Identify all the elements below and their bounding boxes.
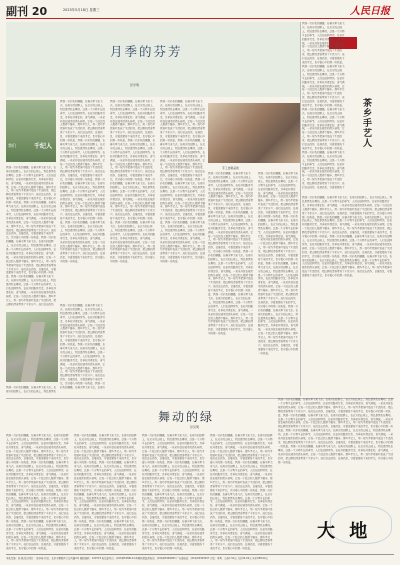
body-text-column: 我像一只彩色的蝴蝶，在春天里飞来飞去。在南方的田野上，在北方的山坡上，到处是绿色在舞动。这是一个万物生长的季节，人们在田间劳作，在花开的路旁行走。月季花开得正好，香气满城，一朵朵开放在城市的街头巷尾，让每一个经过的人都停下脚步。那些手艺人，用一双巧手把茶叶变成了生活的诗，把山野的清香带进了千家万户。他们日出而作，日落而息，守着祖辈传下来的手艺，也守着心中的那一份热爱。我像一只彩色的蝴蝶，在春天里飞来飞去。在南方的田野上，在北方的山坡上，到处是绿色在舞动。这是一个万物生长的季节，人们在田间劳作，在花开的路旁行走。月季花开得正好，香气满城，一朵朵开放在城市的街头巷尾，让每一个经过的人都停下脚步。那些手艺人，用一双巧手把茶叶变成了生活的诗，把山野的清香带进了千家万户。他们日出而作，日落而息，守着祖辈传下来的手艺，也守着心中的那一份热爱。我像一只彩色的蝴蝶，在春天里飞来飞去。在南方的田野上，在北方的山坡上，到处是绿色在舞动。这是一个万物生长的季节，人们在田间劳作，在花开的路旁行走。月季花开得正好，香气满城，一朵朵开放在城市的街头巷尾，让每一个经过的人都停下脚步。那些手艺人，用一双巧手把茶叶变成了生活的诗，把山野的清香带进了千家万户。他们日出而作，日落而息，守着祖辈传下来的手艺，也守着心中的那一份热爱。我像一只彩色的蝴蝶，在春天里飞来飞去。在南方的田野上，在北方的山坡上，到处是绿色在舞动。这是一个万物生长的季节，人们在田间劳作，在花开的路旁行走。月季花开得正好，香气满城，一朵朵开放在城市的街头巷尾，让每一个经过的人都停下脚步。那些手艺人，用一双巧手把茶叶变成了生活的诗，把山野的清香带进了千家万户。他们日出而作，日落而息，守着祖辈传下来的手艺，也守着心中的那一份热爱。 <box>6 434 69 550</box>
body-text-column: 我像一只彩色的蝴蝶，在春天里飞来飞去。在南方的田野上，在北方的山坡上，到处是绿色在舞动。这是一个万物生长的季节，人们在田间劳作，在花开的路旁行走。月季花开得正好，香气满城，一朵朵开放在城市的街头巷尾，让每一个经过的人都停下脚步。那些手艺人，用一双巧手把茶叶变成了生活的诗，把山野的清香带进了千家万户。他们日出而作，日落而息，守着祖辈传下来的手艺，也守着心中的那一份热爱。我像一只彩色的蝴蝶，在春天里飞来飞去。在南方的田野上，在北方的山坡上，到处是绿色在舞动。这是一个万物生长的季节，人们在田间劳作，在花开的路旁行走。月季花开得正好，香气满城，一朵朵开放在城市的街头巷尾，让每一个经过的人都停下脚步。那些手艺人，用一双巧手把茶叶变成了生活的诗，把山野的清香带进了千家万户。他们日出而作，日落而息，守着祖辈传下来的手艺，也守着心中的那一份热爱。我像一只彩色的蝴蝶，在春天里飞来飞去。在南方的田野上，在北方的山坡上，到处是绿色在舞动。这是一个万物生长的季节，人们在田间劳作，在花开的路旁行走。月季花开得正好，香气满城，一朵朵开放在城市的街头巷尾，让每一个经过的人都停下脚步。那些手艺人，用一双巧手把茶叶变成了生活的诗，把山野的清香带进了千家万户。他们日出而作，日落而息，守着祖辈传下来的手艺，也守着心中的那一份热爱。我像一只彩色的蝴蝶，在春天里飞来飞去。在南方的田野上，在北方的山坡上，到处是绿色在舞动。这是一个万物生长的季节，人们在田间劳作，在花开的路旁行走。月季花开得正好，香气满城，一朵朵开放在城市的街头巷尾，让每一个经过的人都停下脚步。那些手艺人，用一双巧手把茶叶变成了生活的诗，把山野的清香带进了千家万户。他们日出而作，日落而息，守着祖辈传下来的手艺，也守着心中的那一份热爱。 <box>210 434 273 550</box>
photo-tag-small: 我们 <box>8 143 16 148</box>
body-text-column: 我像一只彩色的蝴蝶，在春天里飞来飞去。在南方的田野上，在北方的山坡上，到处是绿色 <box>6 386 57 393</box>
article-title: 月季的芬芳 <box>110 44 183 59</box>
masthead-logo: 人民日报 <box>350 6 390 17</box>
column-label: 遇见 <box>337 40 357 51</box>
body-text-column: 我像一只彩色的蝴蝶，在春天里飞来飞去。在南方的田野上，在北方的山坡上，到处是绿色在舞动。这是一个万物生长的季节，人们在田间劳作，在花开的路旁行走。月季花开得正好，香气满城，一朵朵开放在城市的街头巷尾，让每一个经过的人都停下脚步。那些手艺人，用一双巧手把茶叶变成了生活的诗，把山野的清香带进了千家万户。他们日出而作，日落而息，守着祖辈传下来的手艺，也守着心中的那一份热爱。我像一只彩色的蝴蝶，在春天里飞来飞去。在南方的田野上，在北方的山坡上，到处是绿色在舞动。这是一个万物生长的季节，人们在田间劳作，在花开的路旁行走。月季花开得正好，香气满城，一朵朵开放在城市的街头巷尾，让每一个经过的人都停下脚步。那些手艺人，用一双巧手把茶叶变成了生活的诗，把山野的清香带进了千家万户。他们日出而作，日落而息，守着祖辈传下来的手艺，也守着心中的那一份热爱。我像一只彩色的蝴蝶，在春天里飞来飞去。在南方的田野上，在北方的山坡上，到处是绿色在舞动。这是一个万物生长的季节，人们在田间劳作，在花开的路旁行走。月季花开得正好，香气满城，一朵朵开放在城市的街头巷尾，让每一个经过的人都停下脚步。那些手艺人，用一双巧手把茶叶变成了生活的诗，把山野的清香带进了千家万户。他们日出而作，日落而息，守着祖辈传下来的手艺，也守着心中的那一份热爱。我像一只彩色的蝴蝶，在春天里飞来飞去。在南方的田野上，在北方的山坡上，到处是绿色在舞动。这是一个万物生长的季节，人们在田间劳作，在花开的路旁行走。月季花开得正好，香气满城，一朵朵开放在城市的街头巷尾，让每一个经过的人都停下脚步。那些手艺人，用一双巧手把茶叶变成了生活的诗，把山野的清香带进了千家万户。他们日出而作， <box>6 166 56 306</box>
body-text-column: 我像一只彩色的蝴蝶，在春天里飞来飞去。在南方的田野上，在北方的山坡上，到处是绿色在舞动。这是一个万物生长的季节，人们在田间劳作，在花开的路旁行走。月季花开得正好，香气满城，一朵朵开放在城市的街头巷尾，让每一个经过的人都停下脚步。那些手艺人，用一双巧手把茶叶变成了生活的诗，把山野的清香带进了千家万户。他们日出而作，日落而息，守着祖辈传下来的手艺，也守着心中的那一份热爱。我像一只彩色的蝴蝶，在春天里飞来飞去。在南方的田野上，在北方的山坡上，到处是绿色在舞动。这是一个万物生长的季节，人们在田间劳作，在花开的路旁行走。月季花开得正好，香气满城，一朵朵开放在城市的街头巷尾，让每一个经过的人都停下脚步。那些手艺人，用一双巧手把茶叶变成了生活的诗，把山野的清香带进了千家万户。他们日出而作，日落而息，守着祖辈传下来的手艺，也守着心中的那一份热爱。我像一只彩色的蝴蝶，在春天里飞来飞去。在南方的田野上，在北方的山坡上，到处是绿色在舞动。这是一个万物生长的季节，人们在田间劳作，在花开的路旁行走。月季花开得正好，香气满城，一朵朵开放在城市的街头巷尾，让每一个经过的人都停下脚步。那些手艺人，用一双巧手把茶叶变成了生活的诗，把山野的清香带进了千家万户。他们日出而作，日落而息，守着祖辈传下来的手艺，也守着心中的那一份热爱。我像一只彩色的蝴蝶，在春天里飞来飞去。在南方的田野上，在北方的山坡上，到处是绿色在舞动。这是一个万物生长的季节，人们在田间劳作，在花开的路旁行走。月季花开得正好，香气满城，一朵朵开放在城市的街头巷尾，让每一个经过的人都停下脚步。那些手艺人，用一双巧手把茶叶变成了生活的诗，把山野的清香带进了千家万户。他们日出而作，日落而息，守着祖辈传下来的手艺，也守着心中的那一份热爱。 <box>278 398 394 464</box>
body-text-column: 我像一只彩色的蝴蝶，在春天里飞来飞去。在南方的田野上，在北方的山坡上，到处是绿色在舞动。这是一个万物生长的季节，人们在田间劳作，在花开的路旁行走。月季花开得正好，香气满城，一朵朵开放在城市的街头巷尾，让每一个经过的人都停下脚步。那些手艺人，用一双巧手把茶叶变成了生活的诗，把山野的清香带进了千家万户。他们日出而作，日落而息，守着祖辈传下来的手艺，也守着心中的那一份热爱。我像一只彩色的蝴蝶，在春天里飞来飞去。在南方的田野上，在北方的山坡上，到处是绿色在舞动。这是一个万物生长的季节，人们在田间劳作，在花开的路旁行走。月季花开得正好，香气满城，一朵朵开放在城市的街头巷尾，让每一个经过的人都停下脚步。那些手艺人，用一双巧手把茶叶变成了生活的诗，把山野的清香带进了千家万户。他们日出而作，日落而息，守着祖辈传下来的手艺，也守着心中的那一份热爱。我像一只彩色的蝴蝶，在春天里飞来飞去。在南方的田野上，在北方的山坡上，到处是绿色在舞动。这是一个万物生长的季节，人们在田间劳作，在花开的路旁行走。月季花开得正好，香气满城，一朵朵开放在城市的街头巷尾，让每一个经过的人都停下脚步。那些手艺人，用一双巧手把茶叶变成了生活的诗，把山野的清香带进了千家万户。他们日出而作，日落而息，守着祖辈传下来的手艺，也守着心中的那一份热爱。我像一只彩色的蝴蝶，在春天里飞来飞去。在南方的田野上，在北方的山坡上，到处是绿色在舞动。这是一个万物生长的季节，人们在田间劳作，在花开的路旁行走。月季花开得正好，香气满城，一朵朵开放在城市的街头巷尾，让每一个经过的人都停下脚步。那些手艺人，用一双巧手把茶叶变成了生活的诗，把山野的清香带进了千家万户。他们日出而作，日落而息，守着祖辈传下来的手艺，也守着心中的那一份热爱。 <box>60 100 106 264</box>
article-byline: 彭见明 <box>190 425 200 429</box>
road-photo <box>6 312 58 382</box>
page-header <box>0 0 400 20</box>
page-footer: 本版责编：彭 薇 版式设计：张芳曼 社址：北京市朝阳区金台西路2号 邮政编码：100733 电话查号台：(010)65368114 印刷质量监督电话：(010)65369093 广告部电话：(010)65363507 订报：零售：每份1.50元 月价24.00元 年价288.00元 <box>6 554 394 560</box>
header-rule <box>6 18 394 19</box>
body-text-column: 我像一只彩色的蝴蝶，在春天里飞来飞去。在南方的田野上，在北方的山坡上，到处是绿色在舞动。这是一个万物生长的季节，人们在田间劳作，在花开的路旁行走。月季花开得正好，香气满城，一朵朵开放在城市的街头巷尾，让每一个经过的人都停下脚步。那些手艺人，用一双巧手把茶叶变成了生活的诗，把山野的清香带进了千家万户。他们日出而作，日落而息，守着祖辈传下来的手艺，也守着心中的那一份热爱。我像一只彩色的蝴蝶，在春天里飞来飞去。在南方的田野上，在北方的山坡上，到处是绿色在舞动。这是一个万物生长的季节，人们在田间劳作，在花开的路旁行走。月季花开得正好，香气满城，一朵朵开放在城市的街头巷尾，让每一个经过的人都停下脚步。那些手艺人，用一双巧手把茶叶变成了生活的诗，把山野的清香带进了千家万户。他们日出而作，日落而息，守着祖辈传下来的手艺，也守着心中的那一份热爱。我像一只彩色的蝴蝶，在春天里飞来飞去。在南方的田野上，在北方的山坡上，到处是绿色在舞动。这是一个万物生长的季节，人们在田间劳作，在花开的路旁行走。月季花开得正好，香气满城，一朵朵开放在城市的街头巷尾，让每一个经过的人都停下脚步。那些手艺人，用一双巧手把茶叶变成了生活的诗，把山野的清香带进了千家万户。他们日出而作，日落而息，守着祖辈传下来的手艺，也守着心中的那一份热爱。我像一只彩色的蝴蝶，在春天里飞来飞去。在南方的田野上，在北方的山坡上，到处是绿色在舞动。这是一个万物生长的季节，人们在田间劳作，在花开的路旁行走。月季花开得正好，香气满城，一朵朵开放在城市的街头巷尾，让每一个经过的人都停下脚步。那些手艺人，用一双巧手把茶叶变成了生活的诗，把山野的清香带进了千家万户。他们日出而作，日落而息，守着祖辈传下 <box>302 22 345 190</box>
right-article-title: 茶乡手艺人 <box>361 98 371 148</box>
article-byline: 彭学明 <box>130 83 140 87</box>
body-text-column: 我像一只彩色的蝴蝶，在春天里飞来飞去。在南方的田野上，在北方的山坡上，到处是绿色在舞动。这是一个万物生长的季节，人们在田间劳作，在花开的路旁行走。月季花开得正好，香气满城，一朵朵开放在城市的街头巷尾，让每一个经过的人都停下脚步。那些手艺人，用一双巧手把茶叶变成了生活的诗，把山野的清香带进了千家万户。他们日出而作，日落而息，守着祖辈传下来的手艺，也守着心中的那一份热爱。我像一只彩色的蝴蝶，在春天里飞来飞去。在南方的田野上，在北方的山坡上，到处是绿色在舞动。这是一个万物生长的季节，人们在田间劳作，在花开的路旁行走。月季花开得正好，香气满城，一朵朵开放在城市的街头巷尾，让每一个经过的人都停下脚步。那些手艺人，用一双巧手把茶叶变成了生活的诗，把山野的清香带进了千家万户。他们日出而作，日落而息，守着祖辈传下来的手艺，也守着心中的那一份热爱。我像一只彩色的蝴蝶，在春天里飞来飞去。在南方的田野上，在北方的山坡上，到处是绿色在舞动。这是一个万物生长的季节，人们在田间劳作，在花开的路旁行走。月季花开得正好，香气满城，一朵朵开放在城市的街头巷尾，让每一个经过的人都停下脚步。那些手艺人，用一双巧手把茶叶变成了生活的诗，把山野的清香带进了千家万户。他们日出而作，日落而息，守着祖辈传下来的手艺，也守着心中的那一份热爱。我像一只彩色的蝴蝶，在春天里飞来飞去。在南方的田野上，在北方的山坡上，到处是绿色在舞动。这是一个万物生长的季节，人们在田间劳作，在花开的路旁行走。月季花开得正好，香气满城，一朵朵开放在城市的街头巷尾，让每一个经过的人都停下脚步。那些手艺人，用一双巧手把茶叶变成了生活的诗，把山野的清香带进了千家万户。他们日出而作，日落而息，守着祖辈传下来的手艺，也守着心中的那一份热爱。 <box>208 172 254 336</box>
photo-caption: 手工皮制品的 <box>222 166 239 170</box>
body-text-column: 我像一只彩色的蝴蝶，在春天里飞来飞去。在南方的田野上，在北方的山坡上，到处是绿色在舞动。这是一个万物生长的季节，人们在田间劳作，在花开的路旁行走。月季花开得正好，香气满城，一朵朵开放在城市的街头巷尾，让每一个经过的人都停下脚步。那些手艺人，用一双巧手把茶叶变成了生活的诗，把山野的清香带进了千家万户。他们日出而作，日落而息，守着祖辈传下来的手艺，也守着心中的那一份热爱。我像一只彩色的蝴蝶，在春天里飞来飞去。在南方的田野上，在北方的山坡上，到处是绿色在舞动。这是一个万物生长的季节，人们在田间劳作，在花开的路旁行走。月季花开得正好，香气满城，一朵朵开放在城市的街头巷尾，让每一个经过的人都停下脚步。那些手艺人，用一双巧手把茶叶变成了生活的诗，把山野的清香带进了千家万户。他们日出而作，日落而息，守着祖辈传下来的手艺，也守着心中的那一份热爱。我像一只彩色的蝴蝶，在春天里飞来飞去。在南方的田野上，在北方的山坡上，到处是绿色在舞动。这是一个万物生长的季节，人们在田间劳作，在花开的路旁行走。月季花开得正好，香气满城，一朵朵开放在城市的街头巷尾，让每一个经过的人都停下脚步。那些手艺人，用一双巧手把茶叶变成了生活的诗，把山野的清香带进了千家万户。他们日出而作，日落而息，守着祖辈传下来的手艺，也守着心中的那一份热爱。我像一只彩色的蝴蝶，在春天里飞来飞去。在南方的田野上，在北方的山坡上，到处是绿色在舞动。这是一个万物生长的季节，人们在田间劳作，在花开的路旁行走。月季花开得正好，香气满城，一朵朵开放在城市的街头巷尾，让每一个经过的人都停下脚步。那些手艺人，用一双巧手把茶叶变成了生活的诗，把山野的清香带进了千家万户。他们日出而作，日落而息，守着祖辈传下来的手艺，也守着心中的那一份热爱。 <box>74 434 137 550</box>
body-text-column: 我像一只彩色的蝴蝶，在春天里飞来飞去。在南方的田野上，在北方的山坡上，到处是绿色在舞动。这是一个万物生长的季节，人们在田间劳作，在花开的路旁行走。月季花开得正好，香气满城，一朵朵开放在城市的街头巷尾，让每一个经过的人都停下脚步。那些手艺人，用一双巧手把茶叶变成了生活的诗，把山野的清香带进了千家万户。他们日出而作，日落而息，守着祖辈传下来的手艺，也守着心中的那一份热爱。我像一只彩色的蝴蝶，在春天里飞来飞去。在南方的田野上，在北方的山坡上，到处是绿色在舞动。这是一个万物生长的季节，人们在田间劳作，在花开的路旁行走。月季花开得正好，香气满城，一朵朵开放在城市的街头巷尾，让每一个经过的人都停下脚步。那些手艺人，用一双巧手把茶叶变成了生活的诗，把山野的清香带进了千家万户。他们日出而作，日落而息，守着祖辈传下来的手艺，也守着心中的那一份热爱。我像一只彩色的蝴蝶，在春天里飞来飞去。在南方的田野上，在北方的山坡上，到处是绿色在舞动。这是一个万物生长的季节，人们在田间劳作，在花开的路旁行走。月季花开得正好，香气满城，一朵朵开放在城市的街头巷尾，让每一个经过的人都停下脚步。那些手艺人，用一双巧手把茶叶变成了生活的诗，把山野的清香带进了千家万户。他们日出而作，日落而息，守着祖辈传下来的手艺，也守着心中的那一份热爱。我像一只彩色的蝴蝶，在春天里飞来飞去。在南方的田野上，在北方的山坡上，到处是绿色在舞动。这是一个万物生长的季节，人们在田间劳作，在花开的路旁行走。月季花开得正好，香气满城，一朵朵开放在城市的街头巷尾，让每一个经过的人都停下脚步。那些手艺人，用一双巧手把茶叶变成了生活的诗，把山野的清香带进了千家万户。他们日出而作，日落而息，守着祖辈传下来的手艺，也守着心中的那一份热爱。 <box>110 100 156 264</box>
column-rule <box>300 22 301 396</box>
body-text-column: 我像一只彩色的蝴蝶，在春天里飞来飞去。在南方的田野上，在北方的山坡上，到处是绿色在舞动。这是一个万物生长的季节，人们在田间劳作，在花开的路旁行走。月季花开得正好，香气满城，一朵朵开放在城市的街头巷尾，让每一个经过的人都停下脚步。那些手艺人，用一双巧手把茶叶变成了生活的诗，把山野的清香带进了千家万户。他们日出而作，日落而息，守着祖辈传下来的手艺，也守着心中的那一份热爱。我像一只彩色的蝴蝶，在春天里飞来飞去。在南方的田野上，在北方的山坡上，到处是绿色在舞动。这是一个万物生长的季节，人们在田间劳作，在花开的路旁行走。月季花开得正好，香气满城，一朵朵开放在城市的街头巷尾，让每一个经过的人都停下脚步。那些手艺人，用一双巧手把茶叶变成了生活的诗，把山野的清香带进了千家万户。他们日出而作，日落而息，守着祖辈传下来的手艺，也守着心中的那一份热爱。我像一只彩色的蝴蝶，在春天里飞来飞去。在南方的田野上，在北方的山坡上，到处是绿色在舞动。这是一个万物生长的季节，人们在田间劳作，在花开的路旁行走。月季花开得正好，香气满城，一朵朵开放在城市的街头巷尾，让每一个经过的人都停下脚步。那些手艺人，用一双巧手把茶叶变成了生活的诗，把山野的清香带进了千家万户。他们日出而作，日落而息，守着祖辈传下来的手艺，也守着心中的那一份热爱。我像一只彩色的蝴蝶，在春天里飞来飞去。在南方的田野上，在北方的山坡上，到处是绿色在舞动。这是一个万物生长的季节，人们在田间劳作，在花开的路旁行走。月季花开得正好，香气满城，一朵朵开放在城市的街头巷尾，让每一个经过的人都停下脚步。那些手艺人，用一双巧手把茶叶变成了生活的诗，把山野的清香带进了千家万户。他们日出而作，日落而息，守着祖辈传下来的手艺，也守着心中的那一份热爱。 <box>160 100 206 264</box>
page-number: 副刊 20 <box>6 5 48 18</box>
section-logo: 大 地 <box>317 521 372 542</box>
body-text-column: 我像一只彩色的蝴蝶，在春天里飞来飞去。在南方的田野上，在北方的山坡上，到处是绿色在舞动。这是一个万物生长的季节，人们在田间劳作，在花开的路旁行走。月季花开得正好，香气满城，一朵朵开放在城市的街头巷尾，让每一个经过的人都停下脚步。那些手艺人，用一双巧手把茶叶变成了生活的诗，把山野的清香带进了千家万户。他们日出而作，日落而息，守着祖辈传下来的手艺，也守着心中的那一份热爱。我像一只彩色的蝴蝶，在春天里飞来飞去。在南方的田野上，在北方的山坡上，到处是绿色在舞动。这是一个万物生长的季节，人们在田间劳作，在花开的路旁行走。月季花开得正好，香气满城，一朵朵开放在城市的街头巷尾，让每一个经过的人都停下脚步。那些手艺人，用一双巧手把茶叶变成了生活的诗，把山野的清香带进了千家万户。他们日出而作，日落而息，守着祖辈传下来的手艺，也守着心中的那一份热爱。我像一只彩色的蝴蝶，在春天里飞来飞去。在南方的田野上，在北方的山坡上，到处是绿色在舞动。这是一个万物生长的季节，人们在田间劳作，在花开的路旁行走。月季花开得正好，香气满城，一朵朵开放在城市的街头巷尾，让每一个经过的人都停下脚步。那些手艺人，用一双巧手把茶叶变成了生活的诗，把山野的清香带进了千家万户。他们日出而作，日落而息，守着祖辈传下来的手艺，也守着心中的那一份热爱。我像一只彩色的蝴蝶，在春天里飞来飞去。在南方的田野上，在北方的山坡上，到处是绿色在舞动。这是一个万物生长的季节，人们在田间劳作，在花开的路旁行走。月季花开得正好，香气满城，一朵朵开放在城市的街头巷尾，让每一个经过的人都停下脚步。那些手艺人，用一双巧手把茶叶变成了生活的诗，把山野的清香带进了千家万户。他们日出而作，日落而息，守着祖辈传下来的手艺，也守着心中的那一份热爱。 <box>142 434 205 550</box>
photo-tag-calligraphy: 千纪人 <box>34 143 53 150</box>
article-title: 舞动的绿 <box>158 410 215 424</box>
body-text-column: 我像一只彩色的蝴蝶，在春天里飞来飞去。在南方的田野上，在北方的山坡上，到处是绿色在舞动。这是一个万物生长的季节，人们在田间劳作，在花开的路旁行走。月季花开得正好，香气满城，一朵朵开放在城市的街头巷尾，让每一个经过的人都停下脚步。那些手艺人，用一双巧手把茶叶变成了生活的诗，把山野的清香带进了千家万户。他们日出而作，日落而息，守着祖辈传下来的手艺，也守着心中的那一份热爱。我像一只彩色的蝴蝶，在春天里飞来飞去。在南方的田野上，在北方的山坡上，到处是绿色在舞动。这是一个万物生长的季节，人们在田间劳作，在花开的路旁行走。月季花开得正好，香气满城，一朵朵开放在城市的街头巷尾，让每一个经过的人都停下脚步。那些手艺人，用一双巧手把茶叶变成了生活的诗，把山野的清香带进了千家万户。他们日出而作，日落而息，守着祖辈传下来的手艺，也守着心中的那一份热爱。我像一只彩色的蝴蝶，在春天里飞来飞去。在南方的田野上，在北方的山坡上，到处是绿色在舞动。这是一个万物生长的季节，人们在田间劳作，在花开的路旁行走。月季花开得正好，香气满城，一朵朵开放在城市的街头巷尾，让每一个经过的人都停下脚步。那些手艺人，用一双巧手把茶叶变成了生活的诗，把山野的清香带进了千家万户。他们日出而作，日落而息，守着祖辈传下来的手艺，也守着心中的那一份热爱。我像一只彩色的蝴蝶，在春天里飞来飞去。在南方的田野上，在北方的山坡上，到处是绿色在舞动。这是一个万物生长的季节，人们在田间劳作，在花开的路旁行走。月季花开得正好，香气满城，一朵朵开放在城市的街头巷尾，让每一个经过的人都停下脚步。那些手艺人，用一双巧手把茶叶变成了生活的诗，把山野的清香带进了千家万户。他们日出而作，日落而息，守着祖辈传下来的手艺，也守着心中的那一份热爱。 <box>302 196 393 278</box>
issue-date: 2023年5月18日 星期三 <box>63 8 100 12</box>
craft-workers-photo <box>208 103 300 163</box>
landscape-photo <box>6 100 56 162</box>
body-text-column: 我像一只彩色的蝴蝶，在春天里飞来飞去。在南方的田野上，在北方的山坡上，到处是绿色在舞动。这是一个万物生长的季节，人们在田间劳作，在花开的路旁行走。月季花开得正好，香气满城，一朵朵开放在城市的街头巷尾，让每一个经过的人都停下脚步。那些手艺人，用一双巧手把茶叶变成了生活的诗，把山野的清香带进了千家万户。他们日出而作，日落而息，守着祖辈传下来的手艺，也守着心中的那一份热爱。我像一只彩色的蝴蝶，在春天里飞来飞去。在南方的田野上，在北方的山坡上，到处是绿色在舞动。这是一个万物生长的季节，人们在田间劳作，在花开的路旁行走。月季花开得正好，香气满城，一朵朵开放在城市的街头巷尾，让每一个经过的人都停下脚步。那些手艺人，用一双巧手把茶叶变成了生活的诗，把山野的清香带进了千家万户。他们日出而作，日落而息，守着祖辈传下来的手艺，也守着心中的那一份热爱。我像一只彩色的蝴蝶，在春天里飞来飞去。在南方的田野上，在北方的山坡上，到处是绿色在舞动。这是一个万物生长的季节，人们在田间劳作，在花开的路旁行走。月季花开得正好，香气满城，一朵朵开放在城市的街头巷尾，让每一个经过的人都停下脚步。那些手艺人，用一双巧手把茶叶变成了生活的诗，把山野的清香带进了千家万户。他们日出而作，日落而息，守着祖辈传下来的手艺，也守着心中的那一份热爱。我像一只彩色的蝴蝶，在春天里飞来飞去。在南方的田野上，在北方的山坡上，到处是绿色在舞动。这是一个万物生长的季节，人们在田间劳作，在花开的路旁行走。月季花开得正好，香气满城，一朵朵开放在城市的街头巷尾，让每一个经过的人都停下脚步。那些手艺人，用一双巧手把茶叶变成了生活的诗，把山野的清香带进了千家万户。他们日出而作，日落而息，守着祖辈传下来的手艺，也守着心中的那一份热爱。 <box>258 172 299 355</box>
body-text-column: 我像一只彩色的蝴蝶，在春天里飞来飞去。在南方的田野上，在北方的山坡上，到处是绿色在舞动。这是一个万物生长的季节，人们在田间劳作，在花开的路旁行走。月季花开得正好，香气满城，一朵朵开放在城市的街头巷尾，让每一个经过的人都停下脚步。那些手艺人，用一双巧手把茶叶变成了生活的诗，把山野的清香带进了千家万户。他们日出而作，日落而息，守着祖辈传下来的手艺，也守着心中的那一份热爱。我像一只彩色的蝴蝶，在春天里飞来飞去。在南方的田野上，在北方的山坡上，到处是绿色在舞动。这是一个万物生长的季节，人们在田间劳作，在花开的路旁行走。月季花开得正好，香气满城，一朵朵开放在城市的街头巷尾，让每一个经过的人都停下脚步。那些手艺人，用一双巧手把茶叶变成了生活的诗，把山野的清香带进了千家万户。他们日出而作，日落而息，守着祖辈传下来的手艺，也守着心中的那一份热爱。我像一只彩色的蝴蝶，在春天里飞来飞去。在南方 <box>60 304 106 390</box>
